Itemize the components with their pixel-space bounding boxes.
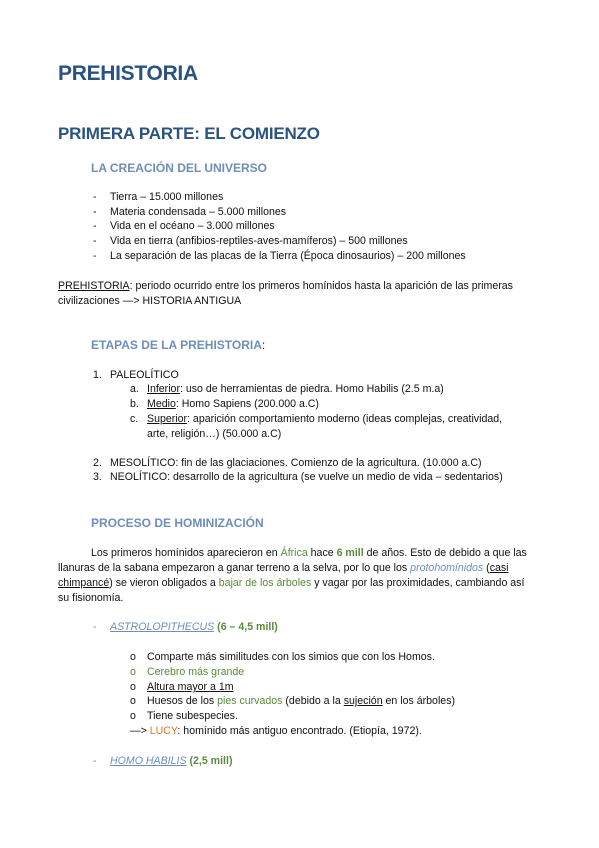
list-item: Comparte más similitudes con los simios que con los Homos. [147,651,435,663]
section-title: PRIMERA PARTE: EL COMIENZO [58,124,320,143]
bullet: o [130,710,136,722]
list-item: Altura mayor a 1m [147,681,234,693]
astrolopithecus-link[interactable]: ASTROLOPITHECUS [110,621,215,633]
list-dash: - [93,235,97,247]
sub-letter: b. [130,398,139,410]
homo-habilis-link[interactable]: HOMO HABILIS [110,755,187,767]
paragraph-line-3: chimpancé) se vieron obligados a bajar de los árboles y vagar por las proximidades, cambiando así [58,577,525,589]
stages-heading: ETAPAS DE LA PREHISTORIA: [91,338,266,352]
astrolopithecus-heading: ASTROLOPITHECUS (6 – 4,5 mill) [110,621,278,633]
bullet: o [130,651,136,663]
stage-neolitico: NEOLÍTICO: desarrollo de la agricultura (se vuelve un medio de vida – sedentarios) [110,471,503,483]
paragraph-line-2: llanuras de la sabana empezaron a ganar terreno a la selva, por lo que los protohomínidos (casi [58,562,509,574]
stage-mesolitico: MESOLÍTICO: fin de las glaciaciones. Comienzo de la agricultura. (10.000 a.C) [110,457,482,469]
universe-heading: LA CREACIÓN DEL UNIVERSO [91,161,268,175]
sub-letter: c. [130,413,139,425]
stage-paleolitico: PALEOLÍTICO [110,369,179,381]
list-item: Tiene subespecies. [147,710,238,722]
page-title: PREHISTORIA [58,62,198,85]
list-item: Tierra – 15.000 millones [110,191,224,203]
bullet: o [130,681,136,693]
sub-item-medio: Medio: Homo Sapiens (200.000 a.C) [147,398,319,410]
definition-line-2: civilizaciones —> HISTORIA ANTIGUA [58,295,242,307]
list-item: Materia condensada – 5.000 millones [110,206,287,218]
sub-letter: a. [130,383,139,395]
homo-habilis-heading: HOMO HABILIS (2,5 mill) [110,755,233,767]
bullet: o [130,666,136,678]
list-dash: - [93,250,97,262]
list-dash: - [93,755,97,767]
sub-item-inferior: Inferior: uso de herramientas de piedra. Homo Habilis (2.5 m.a) [147,383,444,395]
list-dash: - [93,206,97,218]
stage-number: 2. [93,457,102,469]
list-dash: - [93,191,97,203]
bullet: o [130,695,136,707]
hominization-heading: PROCESO DE HOMINIZACIÓN [91,516,264,530]
paragraph-line-1: Los primeros homínidos aparecieron en África hace 6 mill de años. Esto de debido a que las [91,547,527,559]
list-dash: - [93,621,97,633]
definition-term: PREHISTORIA [58,280,130,292]
sub-item-superior-cont: arte, religión…) (50.000 a.C) [147,428,282,440]
stage-number: 3. [93,471,102,483]
lucy-line: —> LUCY: homínido más antiguo encontrado. (Etiopía, 1972). [130,725,422,737]
list-item: La separación de las placas de la Tierra (Época dinosaurios) – 200 millones [110,250,466,262]
sub-item-superior: Superior: aparición comportamiento moderno (ideas complejas, creatividad, [147,413,503,425]
list-item: Vida en el océano – 3.000 millones [110,220,275,232]
definition-text: : periodo ocurrido entre los primeros homínidos hasta la aparición de las primeras [129,280,513,292]
list-dash: - [93,220,97,232]
list-item: Cerebro más grande [147,666,245,678]
list-item: Vida en tierra (anfibios-reptiles-aves-mamíferos) – 500 millones [110,235,408,247]
stage-number: 1. [93,369,102,381]
paragraph-line-4: su fisionomía. [58,592,124,604]
definition-line-1 [58,279,513,293]
list-item: Huesos de los pies curvados (debido a la sujeción en los árboles) [147,695,456,707]
